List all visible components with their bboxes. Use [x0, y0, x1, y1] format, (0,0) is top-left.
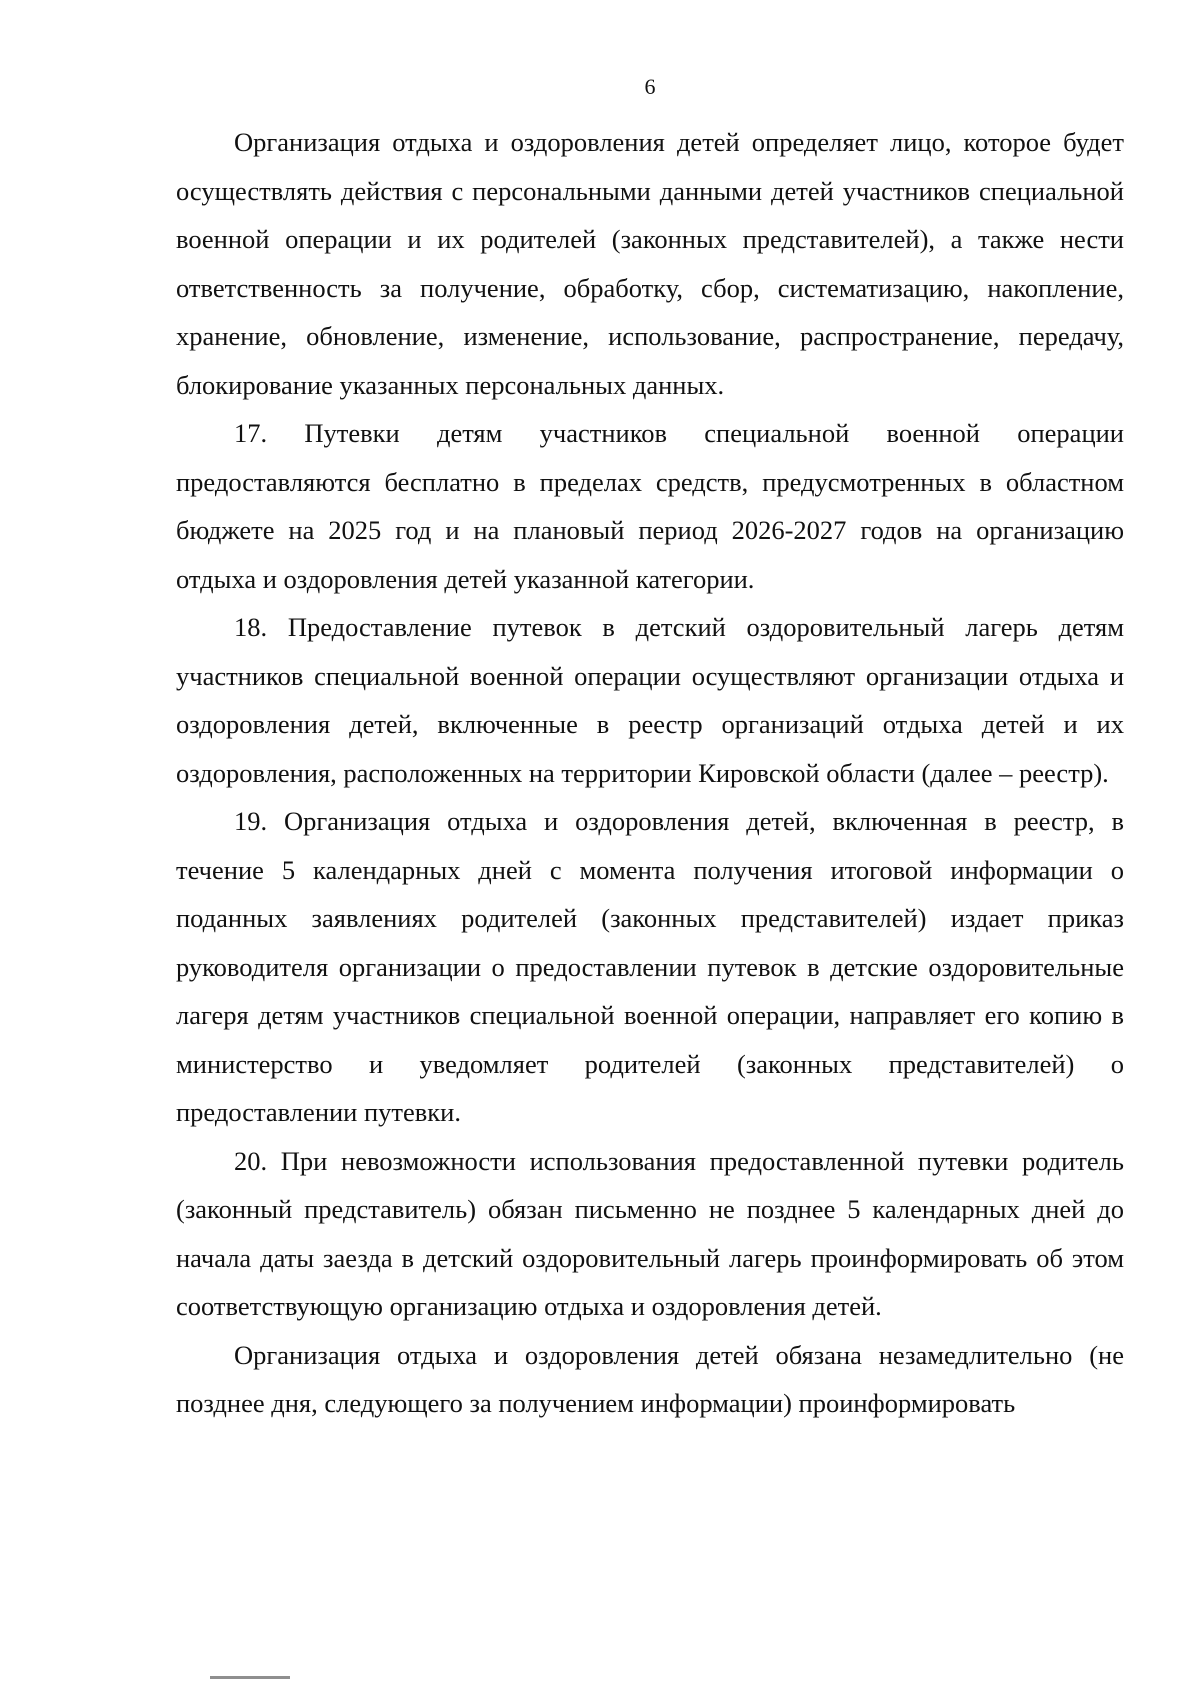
- paragraph-18: 18. Предоставление путевок в детский оздоровительный лагерь детям участников специальной военной операции осуществляют организации отдыха и оздоровления детей, включенные в реестр организаций отдыха детей и их оздоровления, расположенных на территории Кировской области (далее – реестр).: [176, 612, 1124, 788]
- paragraph-personal-data: Организация отдыха и оздоровления детей определяет лицо, которое будет осуществлять действия с персональными данными детей участников специальной военной операции и их родителей (законных представителей), а также нести ответственность за получение, обработку, сбор, систематизацию, накопление, хранение, обновление, изменение, использование, распространение, передачу, блокирование указанных персональных данных.: [176, 127, 1124, 400]
- paragraph-19: 19. Организация отдыха и оздоровления детей, включенная в реестр, в течение 5 календарных дней с момента получения итоговой информации о поданных заявлениях родителей (законных представителей) издает приказ руководителя организации о предоставлении путевок в детские оздоровительные лагеря детям участников специальной военной операции, направляет его копию в министерство и уведомляет родителей (законных представителей) о предоставлении путевки.: [176, 806, 1124, 1127]
- document-body: [176, 118, 1124, 1428]
- page-number: 6: [644, 74, 656, 99]
- paragraph-20: 20. При невозможности использования предоставленной путевки родитель (законный представитель) обязан письменно не позднее 5 календарных дней до начала даты заезда в детский оздоровительный лагерь проинформировать об этом соответствующую организацию отдыха и оздоровления детей.: [176, 1145, 1124, 1321]
- paragraph-notification: Организация отдыха и оздоровления детей обязана незамедлительно (не позднее дня, следующего за получением информации) проинформировать: [176, 1339, 1124, 1418]
- scan-artifact-line: [210, 1676, 290, 1679]
- paragraph-17: 17. Путевки детям участников специальной военной операции предоставляются бесплатно в пределах средств, предусмотренных в областном бюджете на 2025 год и на плановый период 2026-2027 годов на организацию отдыха и оздоровления детей указанной категории.: [176, 418, 1124, 594]
